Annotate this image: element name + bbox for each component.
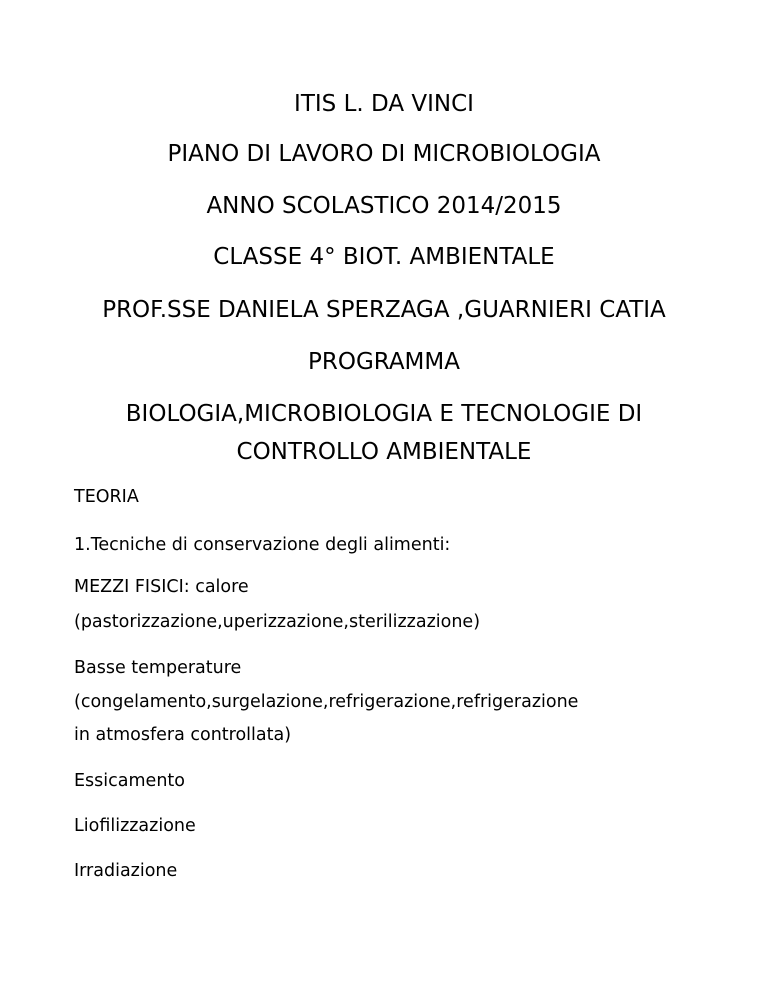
- program-title: PROGRAMMA: [308, 349, 460, 375]
- school-year: ANNO SCOLASTICO 2014/2015: [206, 193, 562, 219]
- drying: Essicamento: [74, 771, 185, 791]
- low-temperatures-line1: Basse temperature: [74, 658, 242, 678]
- physical-means-line1: MEZZI FISICI: calore: [74, 577, 249, 597]
- teachers: PROF.SSE DANIELA SPERZAGA ,GUARNIERI CATIA: [102, 297, 666, 323]
- freeze-drying: Liofilizzazione: [74, 816, 196, 836]
- class-name: CLASSE 4° BIOT. AMBIENTALE: [213, 244, 555, 270]
- low-temperatures-line2: (congelamento,surgelazione,refrigerazione,refrigerazione: [74, 692, 579, 712]
- subject-title-line1: BIOLOGIA,MICROBIOLOGIA E TECNOLOGIE DI: [125, 401, 643, 427]
- topic-1: 1.Tecniche di conservazione degli alimenti:: [74, 535, 451, 555]
- school-name: ITIS L. DA VINCI: [294, 91, 474, 117]
- physical-means-line2: (pastorizzazione,uperizzazione,sterilizzazione): [74, 612, 481, 632]
- irradiation: Irradiazione: [74, 861, 178, 881]
- section-heading: TEORIA: [74, 487, 139, 507]
- subject-title-line2: CONTROLLO AMBIENTALE: [236, 439, 532, 465]
- plan-title: PIANO DI LAVORO DI MICROBIOLOGIA: [167, 141, 601, 167]
- low-temperatures-line3: in atmosfera controllata): [74, 725, 292, 745]
